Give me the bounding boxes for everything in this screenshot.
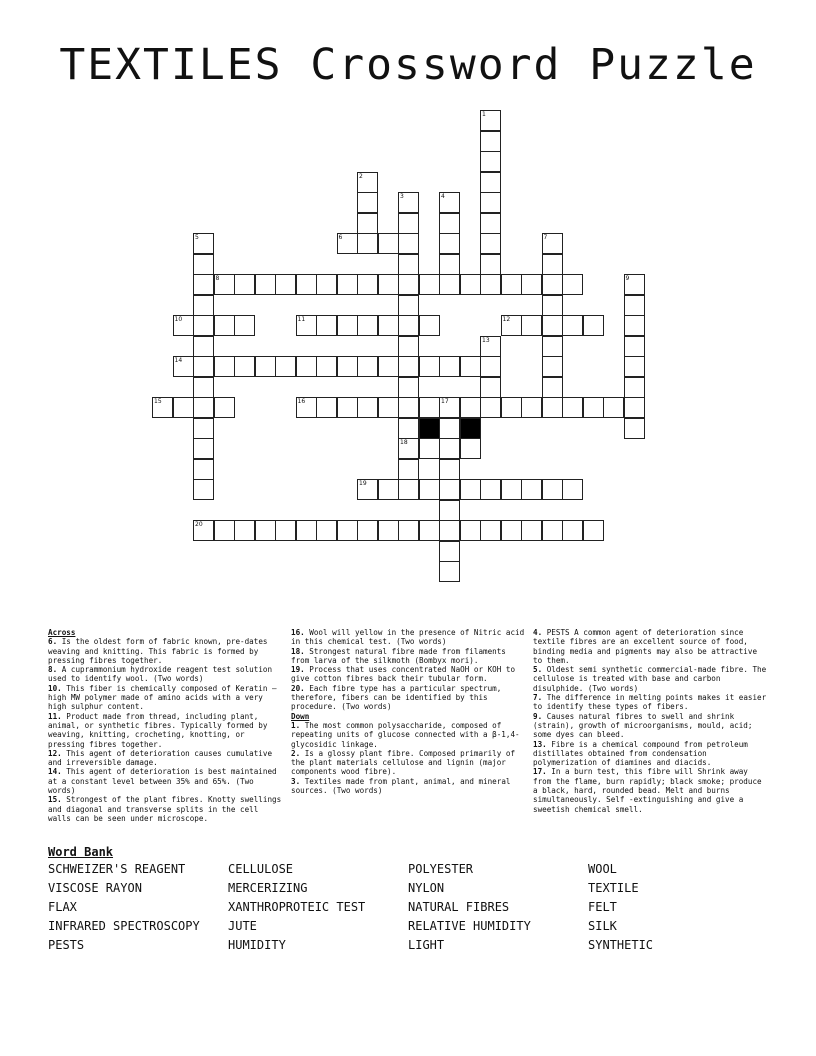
crossword-cell[interactable] <box>583 315 604 336</box>
crossword-cell[interactable] <box>439 459 460 480</box>
black-cell <box>419 418 440 439</box>
crossword-cell[interactable] <box>542 295 563 316</box>
crossword-cell[interactable] <box>439 541 460 562</box>
crossword-cell[interactable] <box>542 397 563 418</box>
across-clue <box>48 749 284 768</box>
cell-number: 17 <box>441 398 449 405</box>
down-clue <box>533 740 769 768</box>
word-bank-item: SCHWEIZER'S REAGENT <box>48 862 186 876</box>
cell-number: 15 <box>154 398 162 405</box>
clue-text: Causes natural fibres to swell and shrink (strain), growth of microorganisms, mould, acid; some dyes can bleed. <box>533 711 753 740</box>
crossword-cell[interactable] <box>193 418 214 439</box>
clue-text: Fibre is a chemical compound from petroleum distillates obtained from condensation polymerization of diamines and diacids. <box>533 739 748 768</box>
crossword-cell[interactable] <box>460 356 481 377</box>
crossword-cell[interactable] <box>296 315 317 336</box>
clues-column-1 <box>48 628 284 823</box>
crossword-cell[interactable] <box>193 233 214 254</box>
crossword-cell[interactable] <box>624 274 645 295</box>
clue-number: 4. <box>533 628 543 637</box>
crossword-cell[interactable] <box>357 213 378 234</box>
black-cell <box>460 418 481 439</box>
crossword-cell[interactable] <box>398 274 419 295</box>
crossword-cell[interactable] <box>378 233 399 254</box>
cell-number: 13 <box>482 336 490 344</box>
crossword-cell[interactable] <box>480 336 501 357</box>
clue-number: 16. <box>291 628 305 637</box>
crossword-cell[interactable] <box>337 397 358 418</box>
crossword-cell[interactable] <box>398 479 419 500</box>
crossword-cell[interactable] <box>439 192 460 213</box>
clue-number: 7. <box>533 693 543 703</box>
crossword-cell[interactable] <box>521 520 542 541</box>
clue-number: 19. <box>291 665 305 675</box>
word-bank-item: INFRARED SPECTROSCOPY <box>48 919 200 933</box>
crossword-cell[interactable] <box>337 315 358 336</box>
crossword-cell[interactable] <box>460 397 481 418</box>
clue-text: Product made from thread, including plant, animal, or synthetic fibres. Typically formed by weaving, knitting, crocheting, knotting, or pressing fibres together. <box>48 711 268 749</box>
crossword-cell[interactable] <box>480 131 501 152</box>
cell-number: 10 <box>174 316 183 323</box>
clue-number: 13. <box>533 739 547 749</box>
cell-number: 12 <box>502 316 511 323</box>
crossword-cell[interactable] <box>398 315 419 336</box>
clue-number: 2. <box>291 748 301 758</box>
crossword-cell[interactable] <box>193 479 214 500</box>
crossword-cell[interactable] <box>337 520 358 541</box>
crossword-cell[interactable] <box>501 520 522 541</box>
crossword-cell[interactable] <box>460 479 481 500</box>
crossword-cell[interactable] <box>439 233 460 254</box>
across-clue <box>291 647 527 666</box>
crossword-cell[interactable] <box>480 233 501 254</box>
crossword-cell[interactable] <box>316 315 337 336</box>
crossword-cell[interactable] <box>173 315 194 336</box>
crossword-cell[interactable] <box>193 336 214 357</box>
word-bank-item: SYNTHETIC <box>588 938 654 952</box>
crossword-cell[interactable] <box>378 520 399 541</box>
crossword-cell[interactable] <box>357 479 378 500</box>
crossword-cell[interactable] <box>480 110 501 131</box>
crossword-cell[interactable] <box>296 397 317 418</box>
crossword-cell[interactable] <box>234 274 255 295</box>
crossword-cell[interactable] <box>193 397 214 418</box>
down-clue <box>291 777 527 796</box>
crossword-cell[interactable] <box>439 254 460 275</box>
clue-text: Is a glossy plant fibre. Composed primarily of the plant materials cellulose and lignin (major components wood fibre). <box>291 748 516 777</box>
crossword-cell[interactable] <box>357 274 378 295</box>
crossword-cell[interactable] <box>193 438 214 459</box>
word-bank-item: POLYESTER <box>408 862 474 876</box>
crossword-cell[interactable] <box>337 233 358 254</box>
clue-text: PESTS A common agent of deterioration since textile fibres are an excellent source of food, binding media and pigments may also be attractive to them. <box>533 628 758 665</box>
crossword-cell[interactable] <box>439 274 460 295</box>
crossword-cell[interactable] <box>562 315 583 336</box>
crossword-cell[interactable] <box>460 520 481 541</box>
crossword-cell[interactable] <box>193 274 214 295</box>
across-clue <box>291 684 527 712</box>
clue-text: Textiles made from plant, animal, and mineral sources. (Two words) <box>291 776 511 796</box>
clue-number: 10. <box>48 683 62 693</box>
crossword-cell[interactable] <box>439 561 460 582</box>
cell-number: 9 <box>625 275 630 282</box>
cell-number: 19 <box>359 480 367 487</box>
across-header: Across <box>48 628 76 637</box>
cell-number: 2 <box>359 172 363 180</box>
crossword-cell[interactable] <box>624 295 645 316</box>
cell-number: 14 <box>174 357 183 364</box>
cell-number: 7 <box>543 234 548 241</box>
crossword-cell[interactable] <box>398 418 419 439</box>
crossword-cell[interactable] <box>542 315 563 336</box>
word-bank-item: VISCOSE RAYON <box>48 881 142 895</box>
puzzle-title: TEXTILES Crossword Puzzle <box>59 40 757 90</box>
crossword-cell[interactable] <box>255 356 276 377</box>
down-clue <box>533 628 769 665</box>
crossword-cell[interactable] <box>173 356 194 377</box>
clue-text: In a burn test, this fibre will Shrink away from the flame, burn rapidly; black smoke; produce a black, hard, rounded bead. Melt and burns simultaneously. Self -extinguishing and give a sweetish chemical smell. <box>533 767 762 814</box>
crossword-cell[interactable] <box>419 356 440 377</box>
crossword-cell[interactable] <box>480 377 501 398</box>
clue-number: 5. <box>533 665 543 675</box>
across-clue <box>48 637 284 665</box>
word-bank-item: CELLULOSE <box>228 862 294 876</box>
crossword-cell[interactable] <box>398 213 419 234</box>
crossword-cell[interactable] <box>152 397 173 418</box>
crossword-cell[interactable] <box>521 479 542 500</box>
word-bank-item: MERCERIZING <box>228 881 308 895</box>
crossword-cell[interactable] <box>439 356 460 377</box>
crossword-cell[interactable] <box>193 377 214 398</box>
clue-text: Wool will yellow in the presence of Nitric acid in this chemical test. (Two words) <box>291 628 525 647</box>
crossword-cell[interactable] <box>214 274 235 295</box>
crossword-cell[interactable] <box>378 315 399 336</box>
crossword-cell[interactable] <box>337 274 358 295</box>
crossword-cell[interactable] <box>214 356 235 377</box>
crossword-cell[interactable] <box>419 274 440 295</box>
cell-number: 3 <box>400 193 404 200</box>
clue-number: 17. <box>533 767 547 777</box>
cell-number: 6 <box>338 234 343 241</box>
word-bank-item: SILK <box>588 919 617 933</box>
across-clue <box>48 712 284 749</box>
crossword-cell[interactable] <box>439 438 460 459</box>
crossword-cell[interactable] <box>193 254 214 275</box>
clue-text: A cuprammonium hydroxide reagent test solution used to identify wool. (Two words) <box>48 665 273 684</box>
crossword-cell[interactable] <box>521 274 542 295</box>
crossword-cell[interactable] <box>398 397 419 418</box>
crossword-cell[interactable] <box>234 315 255 336</box>
crossword-cell[interactable] <box>357 172 378 193</box>
clue-number: 14. <box>48 767 62 777</box>
crossword-cell[interactable] <box>357 233 378 254</box>
crossword-cell[interactable] <box>398 438 419 459</box>
cell-number: 16 <box>297 398 306 405</box>
crossword-cell[interactable] <box>316 520 337 541</box>
crossword-cell[interactable] <box>480 151 501 172</box>
word-bank-item: RELATIVE HUMIDITY <box>408 919 531 933</box>
crossword-cell[interactable] <box>214 315 235 336</box>
crossword-cell[interactable] <box>542 479 563 500</box>
crossword-cell[interactable] <box>603 397 624 418</box>
clue-number: 8. <box>48 665 58 675</box>
crossword-cell[interactable] <box>562 520 583 541</box>
clues-column-2 <box>291 628 527 795</box>
word-bank-item: JUTE <box>228 919 257 933</box>
crossword-cell[interactable] <box>562 479 583 500</box>
word-bank-item: LIGHT <box>408 938 445 952</box>
cell-number: 4 <box>441 193 445 200</box>
down-clue <box>533 665 769 693</box>
word-bank-item: PESTS <box>48 938 85 952</box>
clue-text: This fiber is chemically composed of Keratin – high MW polymer made of amino acids with a very high sulphur content. <box>48 683 277 712</box>
crossword-cell[interactable] <box>398 192 419 213</box>
clue-number: 20. <box>291 683 305 693</box>
across-clue <box>291 665 527 684</box>
crossword-cell[interactable] <box>419 397 440 418</box>
clue-number: 1. <box>291 720 301 730</box>
crossword-cell[interactable] <box>480 520 501 541</box>
word-bank-item: XANTHROPROTEIC TEST <box>228 900 366 914</box>
down-clue <box>533 693 769 712</box>
word-bank-item: NATURAL FIBRES <box>408 900 510 914</box>
cell-number: 20 <box>195 521 203 528</box>
crossword-cell[interactable] <box>460 274 481 295</box>
crossword-cell[interactable] <box>214 397 235 418</box>
crossword-cell[interactable] <box>316 274 337 295</box>
crossword-cell[interactable] <box>398 336 419 357</box>
crossword-cell[interactable] <box>480 213 501 234</box>
crossword-cell[interactable] <box>275 520 296 541</box>
crossword-cell[interactable] <box>624 336 645 357</box>
crossword-cell[interactable] <box>624 315 645 336</box>
crossword-cell[interactable] <box>480 356 501 377</box>
crossword-cell[interactable] <box>419 479 440 500</box>
clue-text: The difference in melting points makes it easier to identify these types of fibers. <box>533 693 767 712</box>
crossword-cell[interactable] <box>193 520 214 541</box>
crossword-cell[interactable] <box>419 438 440 459</box>
crossword-cell[interactable] <box>398 295 419 316</box>
crossword-cell[interactable] <box>480 397 501 418</box>
clue-number: 12. <box>48 748 62 758</box>
crossword-cell[interactable] <box>378 356 399 377</box>
down-clue <box>533 767 769 813</box>
crossword-cell[interactable] <box>357 356 378 377</box>
crossword-cell[interactable] <box>542 520 563 541</box>
crossword-cell[interactable] <box>357 397 378 418</box>
across-clue <box>48 767 284 795</box>
crossword-cell[interactable] <box>439 479 460 500</box>
crossword-cell[interactable] <box>501 479 522 500</box>
clue-number: 18. <box>291 646 305 656</box>
crossword-cell[interactable] <box>501 397 522 418</box>
crossword-cell[interactable] <box>624 356 645 377</box>
crossword-cell[interactable] <box>542 356 563 377</box>
crossword-cell[interactable] <box>542 254 563 275</box>
crossword-cell[interactable] <box>275 356 296 377</box>
crossword-cell[interactable] <box>357 192 378 213</box>
clue-number: 3. <box>291 776 301 786</box>
crossword-cell[interactable] <box>193 356 214 377</box>
clue-number: 11. <box>48 711 62 721</box>
crossword-cell[interactable] <box>562 274 583 295</box>
crossword-cell[interactable] <box>583 397 604 418</box>
crossword-cell[interactable] <box>521 397 542 418</box>
crossword-cell[interactable] <box>398 459 419 480</box>
clue-text: Each fibre type has a particular spectrum, therefore, fibers can be identified by this procedure. (Two words) <box>291 683 502 712</box>
crossword-cell[interactable] <box>624 377 645 398</box>
crossword-cell[interactable] <box>398 233 419 254</box>
crossword-cell[interactable] <box>480 254 501 275</box>
crossword-cell[interactable] <box>296 520 317 541</box>
word-bank-item: NYLON <box>408 881 445 895</box>
crossword-cell[interactable] <box>583 520 604 541</box>
crossword-cell[interactable] <box>439 500 460 521</box>
across-clue <box>48 684 284 712</box>
cell-number: 11 <box>297 316 306 323</box>
crossword-cell[interactable] <box>542 377 563 398</box>
crossword-cell[interactable] <box>480 274 501 295</box>
crossword-cell[interactable] <box>398 377 419 398</box>
crossword-cell[interactable] <box>419 315 440 336</box>
crossword-cell[interactable] <box>193 295 214 316</box>
crossword-cell[interactable] <box>357 315 378 336</box>
down-clue <box>291 749 527 777</box>
crossword-cell[interactable] <box>378 479 399 500</box>
crossword-cell[interactable] <box>255 274 276 295</box>
word-bank-title: Word Bank <box>48 845 114 859</box>
clue-text: Process that uses concentrated NaOH or KOH to give cotton fibres back their tubular form. <box>291 665 516 684</box>
crossword-cell[interactable] <box>378 397 399 418</box>
cell-number: 18 <box>400 439 408 446</box>
crossword-cell[interactable] <box>193 315 214 336</box>
crossword-cell[interactable] <box>480 172 501 193</box>
clue-text: Is the oldest form of fabric known, pre-dates weaving and knitting. This fabric is formed by pressing fibres together. <box>48 637 268 665</box>
word-bank-item: TEXTILE <box>588 881 639 895</box>
crossword-cell[interactable] <box>173 397 194 418</box>
crossword-cell[interactable] <box>480 479 501 500</box>
crossword-cell[interactable] <box>460 438 481 459</box>
down-header: Down <box>291 711 310 721</box>
crossword-cell[interactable] <box>419 520 440 541</box>
crossword-cell[interactable] <box>296 356 317 377</box>
crossword-cell[interactable] <box>398 356 419 377</box>
word-bank-item: HUMIDITY <box>228 938 286 952</box>
clue-text: This agent of deterioration is best maintained at a constant level between 35% and 65%. (Two words) <box>48 767 277 796</box>
cell-number: 8 <box>215 275 220 282</box>
across-clue <box>48 665 284 684</box>
crossword-cell[interactable] <box>357 520 378 541</box>
across-clue <box>48 795 284 823</box>
crossword-cell[interactable] <box>398 254 419 275</box>
crossword-cell[interactable] <box>193 459 214 480</box>
crossword-cell[interactable] <box>255 520 276 541</box>
cell-number: 5 <box>195 234 199 241</box>
crossword-cell[interactable] <box>214 520 235 541</box>
down-clue <box>291 721 527 749</box>
clue-text: Strongest of the plant fibres. Knotty swellings and diagonal and transverse splits in the cell walls can be seen under microscope. <box>48 795 282 823</box>
crossword-cell[interactable] <box>624 418 645 439</box>
word-bank-item: FELT <box>588 900 617 914</box>
word-bank-item: FLAX <box>48 900 77 914</box>
clue-number: 9. <box>533 711 543 721</box>
crossword-cell[interactable] <box>542 233 563 254</box>
clue-text: The most common polysaccharide, composed of repeating units of glucose connected with a β-1,4-glycosidic linkage. <box>291 720 520 749</box>
crossword-cell[interactable] <box>275 274 296 295</box>
word-bank-item: WOOL <box>588 862 617 876</box>
crossword-cell[interactable] <box>316 397 337 418</box>
crossword-cell[interactable] <box>398 520 419 541</box>
word-bank <box>48 862 768 962</box>
crossword-cell[interactable] <box>501 315 522 336</box>
clue-text: Strongest natural fibre made from filaments from larva of the silkmoth (Bombyx mori). <box>291 646 506 665</box>
clue-number: 15. <box>48 795 62 805</box>
crossword-cell[interactable] <box>480 192 501 213</box>
crossword-cell[interactable] <box>521 315 542 336</box>
crossword-cell[interactable] <box>439 418 460 439</box>
crossword-cell[interactable] <box>439 520 460 541</box>
crossword-cell[interactable] <box>501 274 522 295</box>
cell-number: 1 <box>482 111 486 118</box>
across-clue <box>291 628 527 647</box>
crossword-cell[interactable] <box>337 356 358 377</box>
crossword-cell[interactable] <box>296 274 317 295</box>
crossword-cell[interactable] <box>316 356 337 377</box>
clue-number: 6. <box>48 637 58 647</box>
crossword-cell[interactable] <box>624 397 645 418</box>
crossword-cell[interactable] <box>562 397 583 418</box>
clue-text: Oldest semi synthetic commercial-made fibre. The cellulose is treated with base and carbon disulphide. (Two words) <box>533 665 767 693</box>
crossword-cell[interactable] <box>234 356 255 377</box>
down-clue <box>533 712 769 740</box>
clue-text: This agent of deterioration causes cumulative and irreversible damage. <box>48 748 273 768</box>
crossword-cell[interactable] <box>234 520 255 541</box>
crossword-cell[interactable] <box>542 336 563 357</box>
clues-column-3 <box>533 628 769 814</box>
crossword-cell[interactable] <box>439 213 460 234</box>
crossword-cell[interactable] <box>378 274 399 295</box>
crossword-cell[interactable] <box>542 274 563 295</box>
crossword-cell[interactable] <box>439 397 460 418</box>
